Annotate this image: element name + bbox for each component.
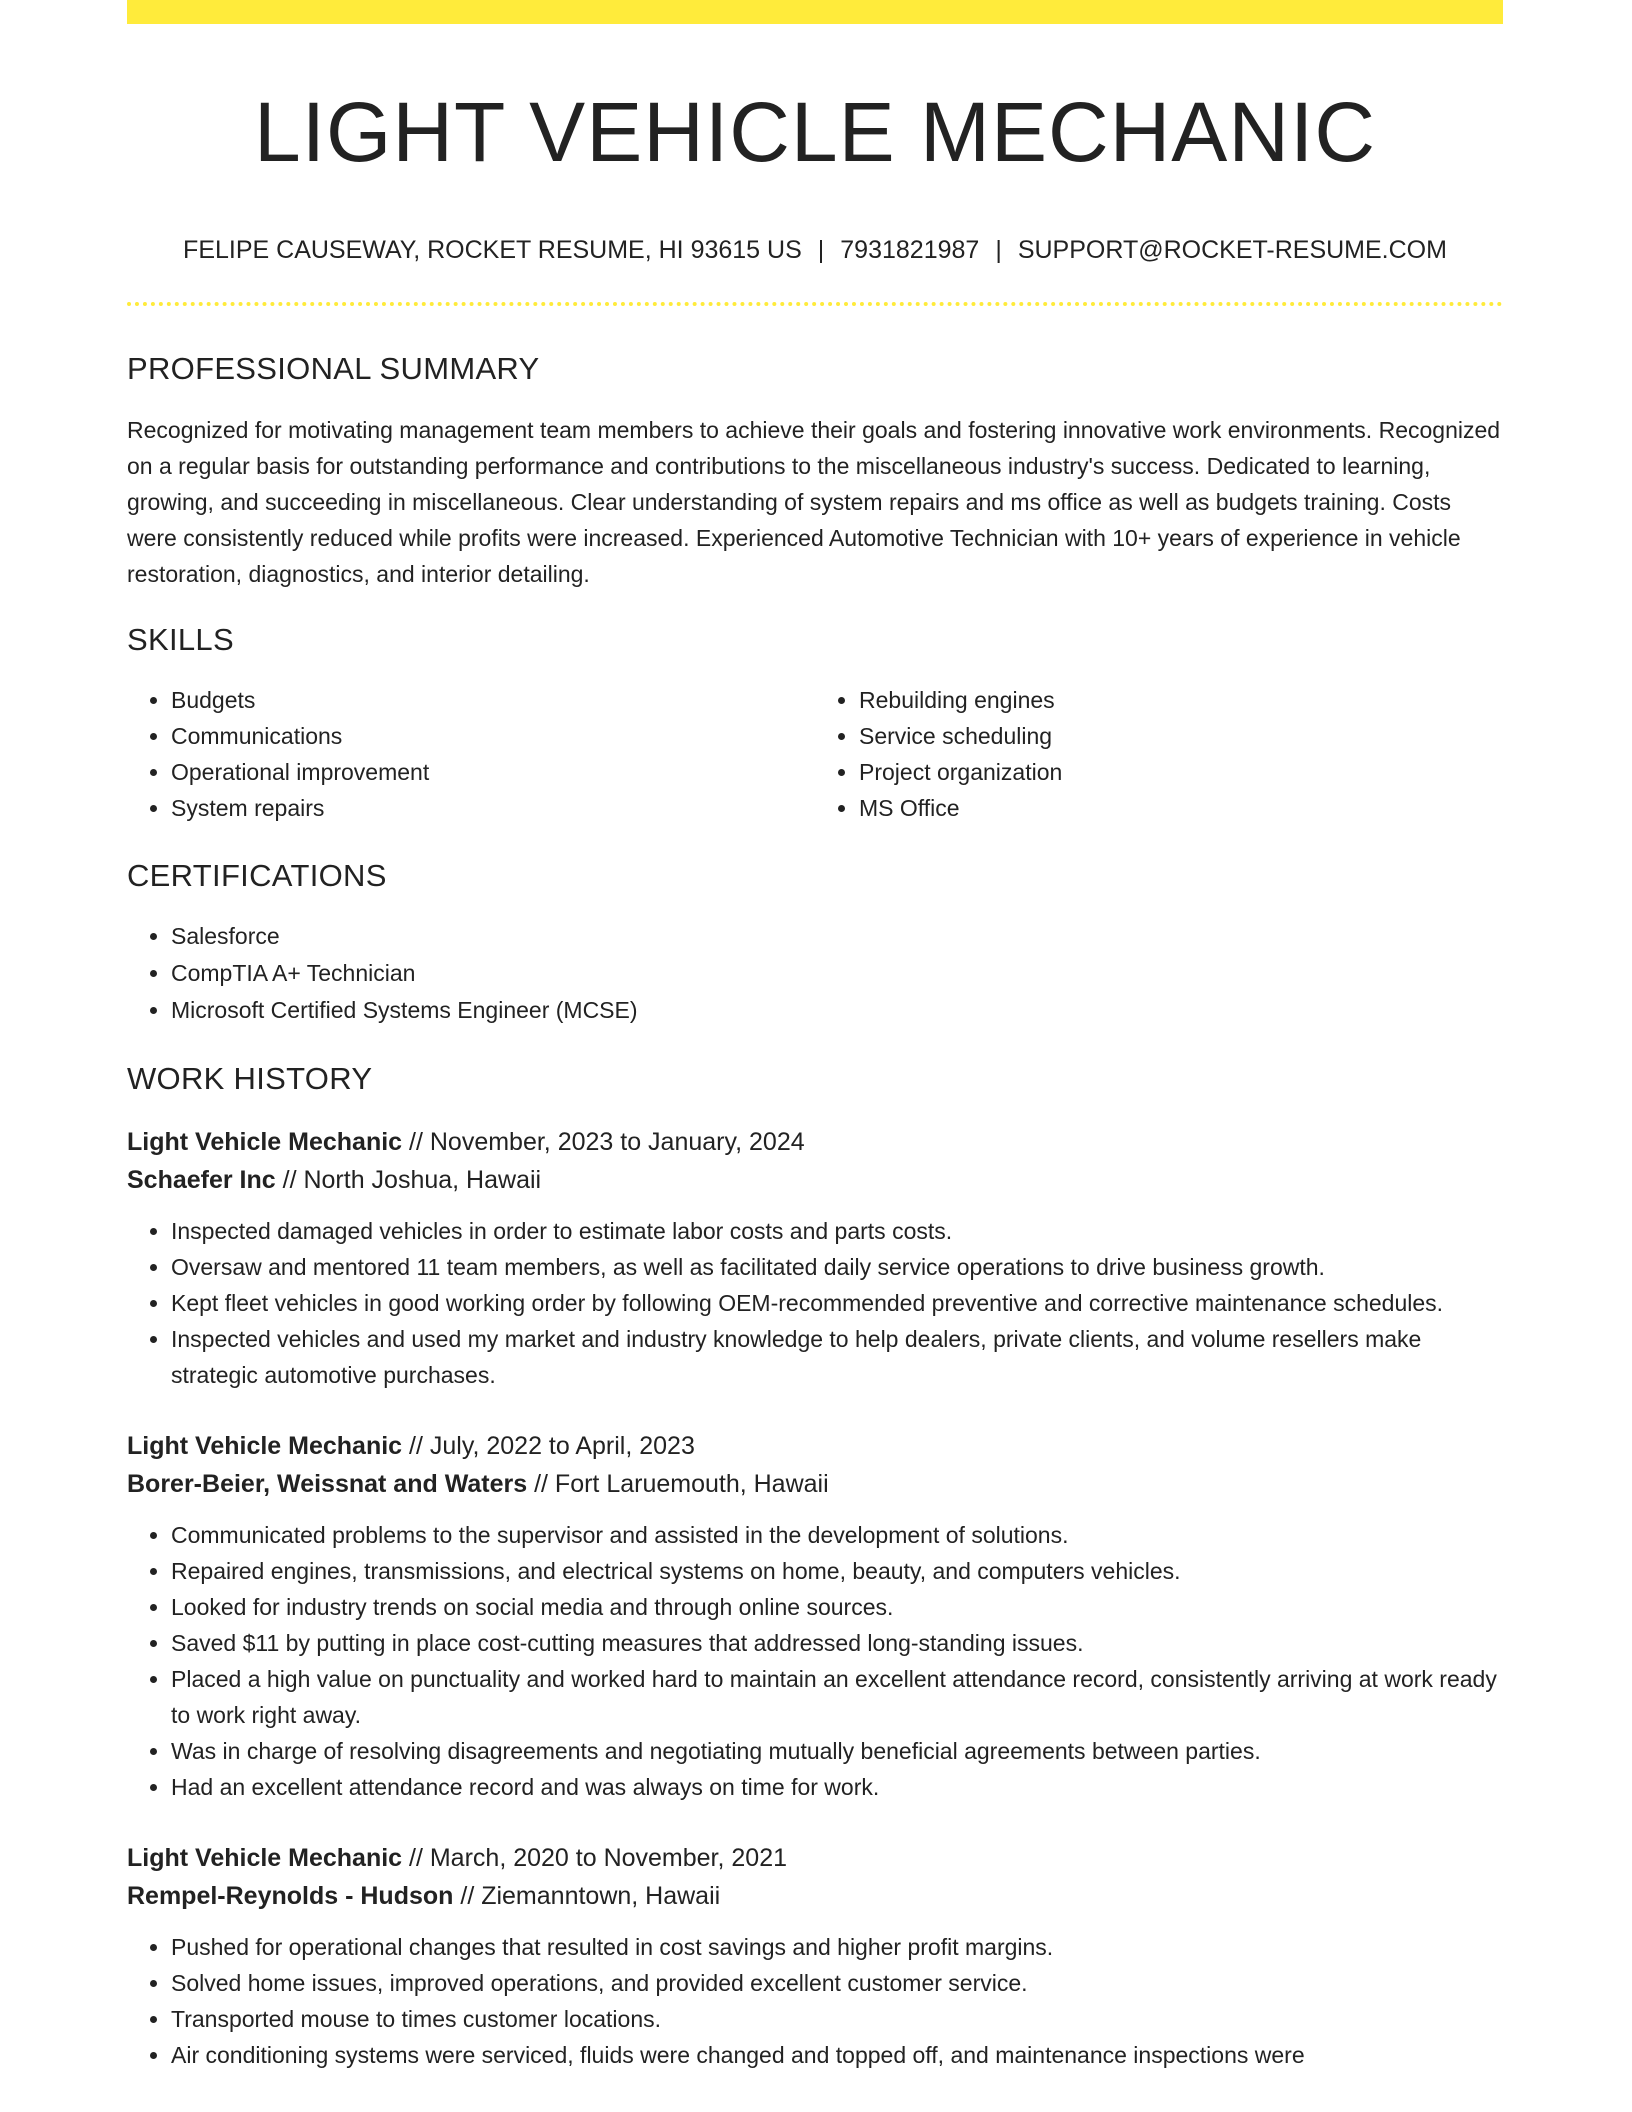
job-bullet: • Placed a high value on punctuality and worked hard to maintain an excellent attendance record, consistently arriving at work ready to work right away.: [171, 1661, 1503, 1733]
resume-page: [127, 0, 1503, 2073]
summary-text: Recognized for motivating management team members to achieve their goals and fostering innovative work environments. Recognized on a regular basis for outstanding performance and contributions to the miscellaneous industry's success. Dedicated to learning, growing, and succeeding in miscellaneous. Clear understanding of system repairs and ms office as well as budgets training. Costs were consistently reduced while profits were increased. Experienced Automotive Technician with 10+ years of experience in vehicle restoration, diagnostics, and interior detailing.: [127, 417, 1501, 587]
contact-address: FELIPE CAUSEWAY, ROCKET RESUME, HI 93615 US: [183, 236, 802, 264]
job-bullet: • Inspected damaged vehicles in order to estimate labor costs and parts costs.: [171, 1213, 1503, 1249]
job-bullets: [127, 1213, 1503, 1393]
job-role: Light Vehicle Mechanic: [127, 1844, 403, 1872]
job-entry: [127, 1839, 1503, 2073]
job-bullets: [127, 1517, 1503, 1805]
job-bullet: • Solved home issues, improved operations, and provided excellent customer service.: [171, 1965, 1503, 2001]
certification-item: • CompTIA A+ Technician: [171, 955, 1503, 992]
job-company: Borer-Beier, Weissnat and Waters: [127, 1470, 528, 1498]
contact-separator: |: [817, 236, 825, 264]
job-bullet: • Had an excellent attendance record and was always on time for work.: [171, 1769, 1503, 1805]
skills-column-left: [127, 682, 815, 826]
skills-heading: SKILLS: [127, 622, 234, 657]
skill-item: • MS Office: [859, 790, 1503, 826]
job-company-line: [127, 1161, 1503, 1199]
skill-item: • Rebuilding engines: [859, 682, 1503, 718]
skills-column-right: [815, 682, 1503, 826]
job-title-line: [127, 1839, 1503, 1877]
job-bullet: • Communicated problems to the supervisor and assisted in the development of solutions.: [171, 1517, 1503, 1553]
job-role: Light Vehicle Mechanic: [127, 1432, 403, 1460]
job-bullet: • Inspected vehicles and used my market and industry knowledge to help dealers, private clients, and volume resellers make strategic automotive purchases.: [171, 1321, 1503, 1393]
job-bullets: [127, 1929, 1503, 2073]
job-bullet: • Saved $11 by putting in place cost-cutting measures that addressed long-standing issues.: [171, 1625, 1503, 1661]
work-history-heading: WORK HISTORY: [127, 1061, 373, 1096]
job-role: Light Vehicle Mechanic: [127, 1128, 403, 1156]
certification-item: • Microsoft Certified Systems Engineer (MCSE): [171, 992, 1503, 1029]
resume-title: LIGHT VEHICLE MECHANIC: [254, 85, 1376, 179]
job-dates: // March, 2020 to November, 2021: [402, 1844, 788, 1872]
job-bullet: • Transported mouse to times customer locations.: [171, 2001, 1503, 2037]
job-title-line: [127, 1123, 1503, 1161]
summary-heading: PROFESSIONAL SUMMARY: [127, 351, 540, 386]
skill-item: • Budgets: [171, 682, 815, 718]
contact-separator: |: [995, 236, 1002, 264]
skills-list: [127, 682, 1503, 826]
job-location: // Fort Laruemouth, Hawaii: [527, 1470, 829, 1498]
skill-item: • System repairs: [171, 790, 815, 826]
job-bullet: • Air conditioning systems were serviced, fluids were changed and topped off, and maintenance inspections were: [171, 2037, 1503, 2073]
job-company: Schaefer Inc: [127, 1166, 276, 1194]
job-bullet: • Oversaw and mentored 11 team members, as well as facilitated daily service operations to drive business growth.: [171, 1249, 1503, 1285]
job-entry: [127, 1427, 1503, 1805]
job-company: Rempel-Reynolds - Hudson: [127, 1882, 454, 1910]
job-location: // Ziemanntown, Hawaii: [453, 1882, 721, 1910]
skill-item: • Operational improvement: [171, 754, 815, 790]
contact-line: [127, 234, 1503, 266]
dotted-divider: [127, 302, 1503, 306]
job-company-line: [127, 1465, 1503, 1503]
skill-item: • Project organization: [859, 754, 1503, 790]
job-dates: // July, 2022 to April, 2023: [402, 1432, 695, 1460]
contact-phone: 7931821987: [840, 236, 980, 264]
skill-item: • Communications: [171, 718, 815, 754]
job-location: // North Joshua, Hawaii: [275, 1166, 542, 1194]
certifications-heading: CERTIFICATIONS: [127, 858, 387, 893]
accent-bar: [127, 0, 1503, 24]
skill-item: • Service scheduling: [859, 718, 1503, 754]
job-dates: // November, 2023 to January, 2024: [402, 1128, 805, 1156]
job-bullet: • Kept fleet vehicles in good working order by following OEM-recommended preventive and corrective maintenance schedules.: [171, 1285, 1503, 1321]
job-bullet: • Repaired engines, transmissions, and electrical systems on home, beauty, and computers vehicles.: [171, 1553, 1503, 1589]
certification-item: • Salesforce: [171, 918, 1503, 955]
contact-email: SUPPORT@ROCKET-RESUME.COM: [1017, 236, 1447, 264]
job-bullet: • Looked for industry trends on social media and through online sources.: [171, 1589, 1503, 1625]
job-bullet: • Was in charge of resolving disagreements and negotiating mutually beneficial agreements between parties.: [171, 1733, 1503, 1769]
certifications-list: [127, 918, 1503, 1029]
job-title-line: [127, 1427, 1503, 1465]
job-entry: [127, 1123, 1503, 1393]
job-bullet: • Pushed for operational changes that resulted in cost savings and higher profit margins.: [171, 1929, 1503, 1965]
job-company-line: [127, 1877, 1503, 1915]
